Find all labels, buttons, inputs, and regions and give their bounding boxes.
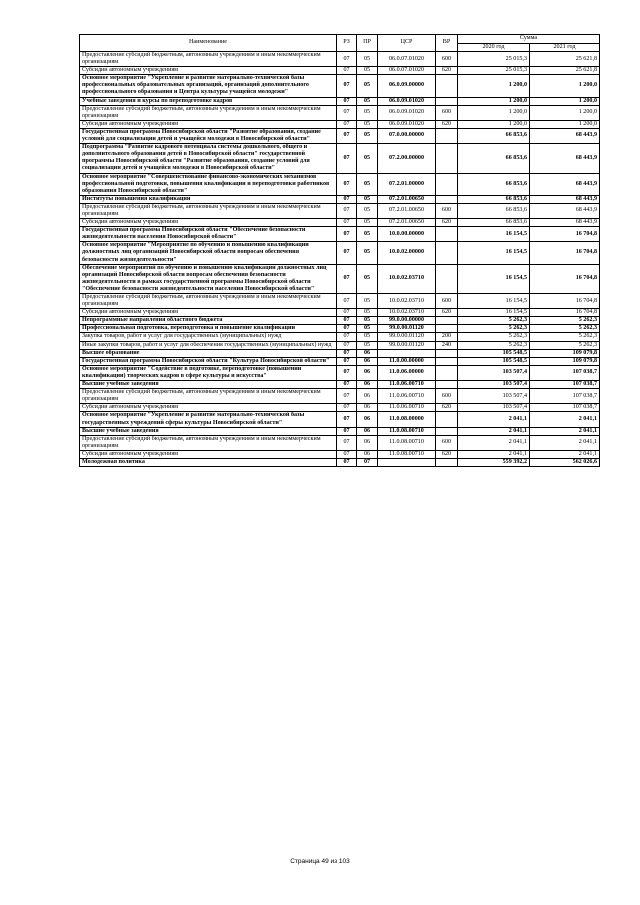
row-value-2021: 16 704,8 [530, 294, 600, 309]
row-vr [436, 349, 458, 357]
row-vr [436, 75, 458, 97]
row-pr: 05 [357, 173, 378, 195]
row-vr [436, 357, 458, 365]
table-row [80, 349, 600, 357]
row-pr: 06 [357, 389, 378, 404]
table-row [80, 67, 600, 75]
table-row [80, 203, 600, 218]
table-row [80, 450, 600, 458]
table-header-row [80, 35, 600, 44]
table-row [80, 120, 600, 128]
row-vr [436, 317, 458, 325]
row-value-2021: 25 621,8 [530, 52, 600, 67]
row-value-2020: 1 200,0 [458, 120, 530, 128]
row-name: Основное мероприятие "Совершенствование финансово-экономических механизмов профессиональной подготовки, повышения квалификации и переподготовки работников образования Новосибирской области" [80, 173, 337, 195]
row-pr: 05 [357, 52, 378, 67]
row-value-2020: 16 154,5 [458, 309, 530, 317]
row-pr: 05 [357, 144, 378, 173]
row-vr: 600 [436, 435, 458, 450]
row-csr: 10.0.02.03710 [378, 264, 436, 293]
row-value-2021: 2 041,1 [530, 435, 600, 450]
row-pr: 05 [357, 219, 378, 227]
row-pr: 06 [357, 381, 378, 389]
table-row [80, 435, 600, 450]
column-header-pr: ПР [357, 35, 378, 52]
row-pr: 05 [357, 341, 378, 349]
row-name: Государственная программа Новосибирской области "Обеспечение безопасности жизнедеятельности населения Новосибирской области" [80, 227, 337, 242]
table-row [80, 75, 600, 97]
table-row [80, 309, 600, 317]
row-value-2020: 103 507,4 [458, 389, 530, 404]
row-vr [436, 173, 458, 195]
row-name: Обеспечение мероприятий по обучению и повышению квалификации должностных лиц организаций Новосибирской области вопросам обеспечения безопасности жизнедеятельности в рамках государственной программы Новосибирской области "Обеспечение безопасности жизнедеятельности населения Новосибирской области" [80, 264, 337, 293]
row-csr: 10.0.02.00000 [378, 242, 436, 264]
row-value-2021: 16 704,8 [530, 264, 600, 293]
row-pr: 05 [357, 97, 378, 105]
row-value-2021: 107 038,7 [530, 404, 600, 412]
row-value-2020: 2 041,1 [458, 412, 530, 427]
row-rz: 07 [337, 341, 357, 349]
page-number: Страница 49 из 103 [290, 858, 350, 865]
row-vr [436, 325, 458, 333]
row-csr: 11.0.00.00000 [378, 357, 436, 365]
row-vr [436, 458, 458, 466]
row-name: Субсидии автономным учреждениям [80, 67, 337, 75]
table-row [80, 173, 600, 195]
row-value-2020: 16 154,5 [458, 294, 530, 309]
row-vr: 240 [436, 341, 458, 349]
row-csr: 07.2.01.00000 [378, 173, 436, 195]
row-rz: 07 [337, 264, 357, 293]
table-row [80, 389, 600, 404]
row-value-2020: 66 853,6 [458, 173, 530, 195]
row-vr [436, 365, 458, 380]
row-value-2020: 66 853,6 [458, 128, 530, 143]
row-value-2020: 105 548,5 [458, 349, 530, 357]
row-name: Предоставление субсидий бюджетным, автономным учреждениям и иным некоммерческим организациям [80, 203, 337, 218]
budget-table [79, 34, 600, 467]
table-row [80, 195, 600, 203]
row-pr: 05 [357, 203, 378, 218]
table-row [80, 317, 600, 325]
row-name: Государственная программа Новосибирской области "Культура Новосибирской области" [80, 357, 337, 365]
column-header-name: Наименование [80, 35, 337, 52]
row-value-2021: 2 041,1 [530, 427, 600, 435]
row-value-2021: 2 041,1 [530, 450, 600, 458]
row-pr: 05 [357, 294, 378, 309]
row-name: Основное мероприятие "Укрепление и развитие материально-технической базы профессиональных образовательных организаций, организаций дополнительного профессионального образования и Центра культуры учащейся молодежи" [80, 75, 337, 97]
row-value-2021: 107 038,7 [530, 381, 600, 389]
row-vr: 620 [436, 450, 458, 458]
row-pr: 06 [357, 435, 378, 450]
row-csr: 11.0.08.00710 [378, 427, 436, 435]
row-name: Основное мероприятие "Содействие в подготовке, переподготовке (повышении квалификации) творческих кадров в сфере культуры и искусства" [80, 365, 337, 380]
row-value-2021: 2 041,1 [530, 412, 600, 427]
table-row [80, 325, 600, 333]
row-value-2020: 2 041,1 [458, 427, 530, 435]
row-name: Иные закупки товаров, работ и услуг для обеспечения государственных (муниципальных) нужд [80, 341, 337, 349]
row-value-2020: 16 154,5 [458, 242, 530, 264]
row-value-2021: 68 443,9 [530, 219, 600, 227]
row-pr: 05 [357, 309, 378, 317]
row-pr: 06 [357, 450, 378, 458]
row-rz: 07 [337, 309, 357, 317]
row-vr [436, 97, 458, 105]
row-vr: 600 [436, 105, 458, 120]
row-value-2020: 103 507,4 [458, 381, 530, 389]
table-row [80, 404, 600, 412]
row-rz: 07 [337, 67, 357, 75]
table-row [80, 264, 600, 293]
row-vr [436, 242, 458, 264]
row-csr: 07.2.01.00650 [378, 195, 436, 203]
row-value-2021: 1 200,0 [530, 97, 600, 105]
row-pr: 05 [357, 120, 378, 128]
row-vr [436, 381, 458, 389]
row-csr: 06.0.07.01020 [378, 67, 436, 75]
row-rz: 07 [337, 294, 357, 309]
row-name: Высшее образование [80, 349, 337, 357]
row-value-2021: 1 200,0 [530, 105, 600, 120]
row-pr: 05 [357, 128, 378, 143]
row-vr: 200 [436, 333, 458, 341]
row-pr: 05 [357, 105, 378, 120]
row-rz: 07 [337, 52, 357, 67]
row-value-2020: 2 041,1 [458, 435, 530, 450]
row-value-2021: 107 038,7 [530, 389, 600, 404]
row-value-2021: 68 443,9 [530, 128, 600, 143]
table-row [80, 227, 600, 242]
row-csr: 99.0.00.01120 [378, 325, 436, 333]
row-rz: 07 [337, 75, 357, 97]
row-vr [436, 128, 458, 143]
table-row [80, 144, 600, 173]
row-value-2021: 109 079,8 [530, 349, 600, 357]
row-value-2021: 1 200,0 [530, 120, 600, 128]
table-row [80, 128, 600, 143]
table-row [80, 341, 600, 349]
row-name: Государственная программа Новосибирской области "Развитие образования, создание условий для социализации детей и учащейся молодежи в Новосибирской области" [80, 128, 337, 143]
row-value-2021: 1 200,0 [530, 75, 600, 97]
row-rz: 07 [337, 128, 357, 143]
row-csr: 11.0.06.00000 [378, 365, 436, 380]
row-name: Непрограммные направления областного бюджета [80, 317, 337, 325]
row-name: Подпрограмма "Развитие кадрового потенциала системы дошкольного, общего и дополнительного образования детей в Новосибирской области" государственной программы Новосибирской области "Развитие образования, создание условий для социализации детей и учащейся молодежи в Новосибирской области" [80, 144, 337, 173]
row-value-2020: 5 262,3 [458, 333, 530, 341]
row-rz: 07 [337, 227, 357, 242]
column-header-sum: Сумма [458, 35, 600, 44]
row-value-2020: 16 154,5 [458, 227, 530, 242]
row-name: Предоставление субсидий бюджетным, автономным учреждениям и иным некоммерческим организациям [80, 389, 337, 404]
table-row [80, 219, 600, 227]
row-value-2020: 66 853,6 [458, 195, 530, 203]
row-value-2020: 559 392,2 [458, 458, 530, 466]
row-rz: 07 [337, 365, 357, 380]
row-pr: 06 [357, 427, 378, 435]
row-csr: 99.0.00.00000 [378, 317, 436, 325]
table-row [80, 365, 600, 380]
row-csr: 07.2.00.00000 [378, 144, 436, 173]
row-name: Профессиональная подготовка, переподготовка и повышение квалификации [80, 325, 337, 333]
row-csr: 99.0.00.01120 [378, 341, 436, 349]
row-rz: 07 [337, 357, 357, 365]
row-rz: 07 [337, 389, 357, 404]
row-rz: 07 [337, 381, 357, 389]
row-csr: 06.0.09.01020 [378, 105, 436, 120]
row-csr: 11.0.06.00710 [378, 389, 436, 404]
row-rz: 07 [337, 317, 357, 325]
row-csr: 99.0.00.01120 [378, 333, 436, 341]
row-value-2020: 5 262,3 [458, 317, 530, 325]
row-csr: 10.0.02.03710 [378, 294, 436, 309]
row-csr: 10.0.02.03710 [378, 309, 436, 317]
row-rz: 07 [337, 219, 357, 227]
row-pr: 06 [357, 357, 378, 365]
row-pr: 05 [357, 242, 378, 264]
row-value-2021: 16 704,8 [530, 227, 600, 242]
row-rz: 07 [337, 173, 357, 195]
table-row [80, 427, 600, 435]
row-rz: 07 [337, 97, 357, 105]
row-pr: 05 [357, 333, 378, 341]
row-vr [436, 227, 458, 242]
row-value-2020: 25 015,3 [458, 52, 530, 67]
table-row [80, 97, 600, 105]
row-value-2020: 1 200,0 [458, 75, 530, 97]
row-value-2020: 16 154,5 [458, 264, 530, 293]
table-row [80, 333, 600, 341]
row-value-2020: 105 548,5 [458, 357, 530, 365]
row-vr [436, 264, 458, 293]
row-value-2020: 66 853,6 [458, 219, 530, 227]
row-value-2020: 1 200,0 [458, 97, 530, 105]
column-header-2021: 2021 год [530, 43, 600, 52]
row-name: Предоставление субсидий бюджетным, автономным учреждениям и иным некоммерческим организациям [80, 435, 337, 450]
row-csr: 07.2.01.00650 [378, 203, 436, 218]
row-rz: 07 [337, 458, 357, 466]
row-csr: 07.2.01.00650 [378, 219, 436, 227]
row-pr: 05 [357, 325, 378, 333]
row-value-2021: 562 026,6 [530, 458, 600, 466]
row-csr: 11.0.08.00710 [378, 450, 436, 458]
table-row [80, 52, 600, 67]
row-rz: 07 [337, 105, 357, 120]
table-row [80, 294, 600, 309]
table-row [80, 357, 600, 365]
table-row [80, 412, 600, 427]
row-csr: 06.0.09.00000 [378, 75, 436, 97]
row-csr: 11.0.06.00710 [378, 404, 436, 412]
column-header-rz: РЗ [337, 35, 357, 52]
row-name: Субсидии автономным учреждениям [80, 404, 337, 412]
row-value-2021: 68 443,9 [530, 203, 600, 218]
row-value-2020: 1 200,0 [458, 105, 530, 120]
row-name: Высшие учебные заведения [80, 381, 337, 389]
row-name: Основное мероприятие "Укрепление и развитие материально-технической базы государственных учреждений сферы культуры Новосибирской области" [80, 412, 337, 427]
row-value-2021: 5 262,3 [530, 325, 600, 333]
row-pr: 05 [357, 67, 378, 75]
row-value-2021: 5 262,3 [530, 317, 600, 325]
row-vr [436, 144, 458, 173]
row-name: Институты повышения квалификации [80, 195, 337, 203]
table-row [80, 458, 600, 466]
row-rz: 07 [337, 450, 357, 458]
row-csr: 06.0.07.01020 [378, 52, 436, 67]
row-name: Закупка товаров, работ и услуг для государственных (муниципальных) нужд [80, 333, 337, 341]
row-value-2021: 5 262,3 [530, 333, 600, 341]
row-name: Субсидии автономным учреждениям [80, 219, 337, 227]
row-value-2021: 68 443,9 [530, 144, 600, 173]
column-header-2020: 2020 год [458, 43, 530, 52]
row-value-2020: 5 262,3 [458, 341, 530, 349]
row-name: Предоставление субсидий бюджетным, автономным учреждениям и иным некоммерческим организациям [80, 52, 337, 67]
column-header-csr: ЦСР [378, 35, 436, 52]
row-vr [436, 412, 458, 427]
row-csr [378, 458, 436, 466]
row-name: Высшие учебные заведения [80, 427, 337, 435]
row-rz: 07 [337, 435, 357, 450]
row-pr: 05 [357, 264, 378, 293]
row-rz: 07 [337, 242, 357, 264]
table-body [80, 52, 600, 467]
row-vr: 620 [436, 120, 458, 128]
row-name: Субсидии автономным учреждениям [80, 120, 337, 128]
row-rz: 07 [337, 195, 357, 203]
row-rz: 07 [337, 120, 357, 128]
row-rz: 07 [337, 404, 357, 412]
row-value-2020: 103 507,4 [458, 404, 530, 412]
row-name: Учебные заведения и курсы по переподготовке кадров [80, 97, 337, 105]
row-pr: 07 [357, 458, 378, 466]
row-name: Молодежная политика [80, 458, 337, 466]
row-rz: 07 [337, 412, 357, 427]
row-csr: 07.0.00.00000 [378, 128, 436, 143]
row-csr: 11.0.06.00710 [378, 381, 436, 389]
row-value-2020: 103 507,4 [458, 365, 530, 380]
row-vr: 600 [436, 294, 458, 309]
row-vr: 600 [436, 203, 458, 218]
row-value-2021: 25 621,8 [530, 67, 600, 75]
row-value-2021: 107 038,7 [530, 365, 600, 380]
row-rz: 07 [337, 349, 357, 357]
row-value-2021: 68 443,9 [530, 195, 600, 203]
table-row [80, 381, 600, 389]
row-csr: 06.0.09.01020 [378, 97, 436, 105]
row-pr: 05 [357, 227, 378, 242]
table-row [80, 105, 600, 120]
row-vr: 620 [436, 404, 458, 412]
row-vr [436, 427, 458, 435]
row-rz: 07 [337, 144, 357, 173]
row-rz: 07 [337, 333, 357, 341]
row-csr: 06.0.09.01020 [378, 120, 436, 128]
row-name: Субсидии автономным учреждениям [80, 450, 337, 458]
row-name: Субсидии автономным учреждениям [80, 309, 337, 317]
row-rz: 07 [337, 427, 357, 435]
row-rz: 07 [337, 325, 357, 333]
row-pr: 05 [357, 317, 378, 325]
row-name: Основное мероприятие "Мероприятие по обучению и повышению квалификации должностных лиц организаций Новосибирской области вопросам обеспечения безопасности жизнедеятельности" [80, 242, 337, 264]
row-pr: 06 [357, 404, 378, 412]
row-pr: 05 [357, 75, 378, 97]
row-csr: 11.0.08.00000 [378, 412, 436, 427]
row-csr: 10.0.00.00000 [378, 227, 436, 242]
row-value-2020: 5 262,3 [458, 325, 530, 333]
row-value-2021: 16 704,8 [530, 309, 600, 317]
row-vr [436, 195, 458, 203]
row-vr: 600 [436, 52, 458, 67]
table-row [80, 242, 600, 264]
row-pr: 06 [357, 412, 378, 427]
row-vr: 620 [436, 309, 458, 317]
row-value-2020: 66 853,6 [458, 144, 530, 173]
column-header-vr: ВР [436, 35, 458, 52]
row-value-2020: 2 041,1 [458, 450, 530, 458]
row-csr [378, 349, 436, 357]
row-csr: 11.0.08.00710 [378, 435, 436, 450]
row-name: Предоставление субсидий бюджетным, автономным учреждениям и иным некоммерческим организациям [80, 105, 337, 120]
row-value-2021: 68 443,9 [530, 173, 600, 195]
row-value-2020: 66 853,6 [458, 203, 530, 218]
row-rz: 07 [337, 203, 357, 218]
row-pr: 06 [357, 349, 378, 357]
row-pr: 06 [357, 365, 378, 380]
row-vr: 620 [436, 219, 458, 227]
row-pr: 05 [357, 195, 378, 203]
row-name: Предоставление субсидий бюджетным, автономным учреждениям и иным некоммерческим организациям [80, 294, 337, 309]
row-value-2020: 25 015,3 [458, 67, 530, 75]
row-value-2021: 5 262,3 [530, 341, 600, 349]
row-vr: 600 [436, 389, 458, 404]
row-value-2021: 16 704,8 [530, 242, 600, 264]
row-value-2021: 109 079,8 [530, 357, 600, 365]
row-vr: 620 [436, 67, 458, 75]
